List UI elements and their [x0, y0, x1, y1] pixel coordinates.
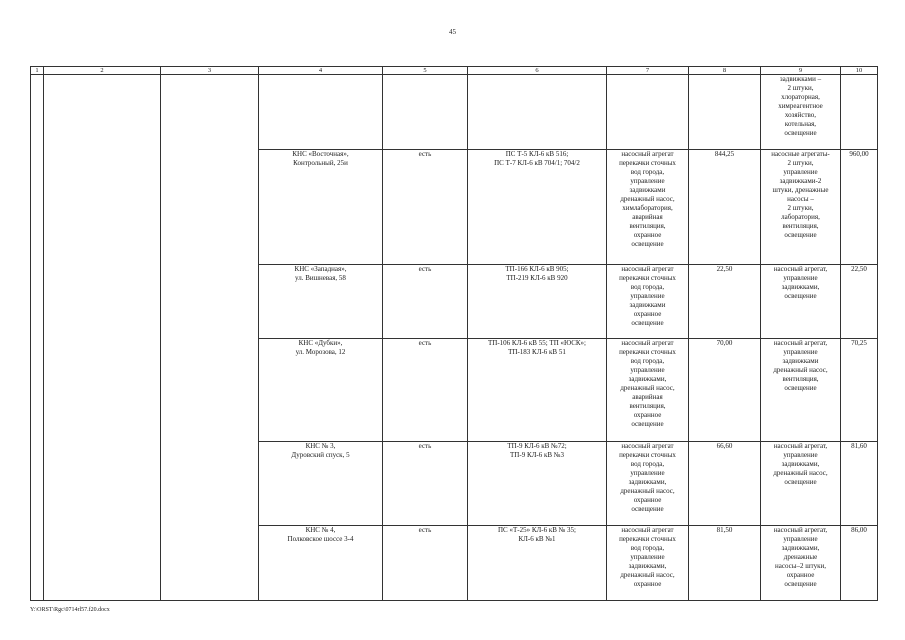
equipment-summary-cell: насосный агрегат, управление задвижками дренажный насос, вентиляция, освещение	[761, 339, 841, 442]
value-cell: 960,00	[841, 150, 878, 265]
station-name-cell: КНС «Дубки», ул. Морозова, 12	[259, 339, 383, 442]
column-header: 1	[31, 67, 44, 75]
equipment-summary-cell: задвижками – 2 штуки, хлораторная, химреагентное хозяйство, котельная, освещение	[761, 75, 841, 150]
equipment-summary-cell: насосные агрегаты- 2 штуки, управление задвижками-2 штуки, дренажные насосы – 2 штуки, лаборатория, вентиляция, освещение	[761, 150, 841, 265]
station-name-cell: КНС «Восточная», Контрольный, 25и	[259, 150, 383, 265]
status-cell: есть	[383, 442, 468, 526]
data-table	[30, 66, 878, 601]
table-cell	[383, 75, 468, 150]
table-cell	[841, 75, 878, 150]
equipment-cell: насосный агрегат перекачки сточных вод города, управление задвижками, дренажный насос, охранное освещение	[607, 442, 689, 526]
column-header: 6	[468, 67, 607, 75]
column-header: 10	[841, 67, 878, 75]
power-source-cell: ПС Т-5 КЛ-6 кВ 516; ПС Т-7 КЛ-6 кВ 704/1; 704/2	[468, 150, 607, 265]
status-cell: есть	[383, 150, 468, 265]
equipment-summary-cell: насосный агрегат, управление задвижками, дренажные насосы–2 штуки, охранное освещение	[761, 526, 841, 601]
column-header: 8	[689, 67, 761, 75]
value-cell: 22,50	[841, 265, 878, 339]
status-cell: есть	[383, 526, 468, 601]
status-cell: есть	[383, 339, 468, 442]
column-header: 2	[44, 67, 161, 75]
table-cell	[468, 75, 607, 150]
power-source-cell: ТП-166 КЛ-6 кВ 905; ТП-219 КЛ-6 кВ 920	[468, 265, 607, 339]
equipment-summary-cell: насосный агрегат, управление задвижками, освещение	[761, 265, 841, 339]
column-header: 3	[161, 67, 259, 75]
station-name-cell: КНС № 3, Дуровский спуск, 5	[259, 442, 383, 526]
station-name-cell: КНС «Западная», ул. Вишневая, 58	[259, 265, 383, 339]
page-number: 45	[449, 28, 456, 36]
table-row-continuation	[31, 75, 878, 150]
table-cell	[31, 75, 44, 601]
value-cell: 844,25	[689, 150, 761, 265]
value-cell: 22,50	[689, 265, 761, 339]
power-source-cell: ТП-106 КЛ-6 кВ 55; ТП «ЮСК»; ТП-183 КЛ-6 кВ 51	[468, 339, 607, 442]
table-cell	[607, 75, 689, 150]
value-cell: 86,00	[841, 526, 878, 601]
equipment-cell: насосный агрегат перекачки сточных вод города, управление задвижками дренажный насос, химлаборатория, аварийная вентиляция, охранное освещение	[607, 150, 689, 265]
table-cell	[44, 75, 161, 601]
table-cell	[689, 75, 761, 150]
power-source-cell: ПС «Т-25» КЛ-6 кВ № 35; КЛ-6 кВ №1	[468, 526, 607, 601]
column-header: 5	[383, 67, 468, 75]
equipment-cell: насосный агрегат перекачки сточных вод города, управление задвижками, дренажный насос, охранное	[607, 526, 689, 601]
value-cell: 70,25	[841, 339, 878, 442]
table-cell	[259, 75, 383, 150]
column-header: 4	[259, 67, 383, 75]
file-path-footer: Y:\ORST\Rgc\0714rl57.f20.docx	[30, 607, 110, 613]
value-cell: 66,60	[689, 442, 761, 526]
equipment-cell: насосный агрегат перекачки сточных вод города, управление задвижками, дренажный насос, аварийная вентиляция, охранное освещение	[607, 339, 689, 442]
equipment-summary-cell: насосный агрегат, управление задвижками, дренажный насос, освещение	[761, 442, 841, 526]
status-cell: есть	[383, 265, 468, 339]
header-row	[31, 67, 878, 75]
value-cell: 70,00	[689, 339, 761, 442]
table-cell	[161, 75, 259, 601]
equipment-cell: насосный агрегат перекачки сточных вод города, управление задвижками охранное освещение	[607, 265, 689, 339]
column-header: 7	[607, 67, 689, 75]
station-name-cell: КНС № 4, Полковское шоссе 3-4	[259, 526, 383, 601]
column-header: 9	[761, 67, 841, 75]
value-cell: 81,60	[841, 442, 878, 526]
power-source-cell: ТП-9 КЛ-6 кВ №72; ТП-9 КЛ-6 кВ №3	[468, 442, 607, 526]
value-cell: 81,50	[689, 526, 761, 601]
